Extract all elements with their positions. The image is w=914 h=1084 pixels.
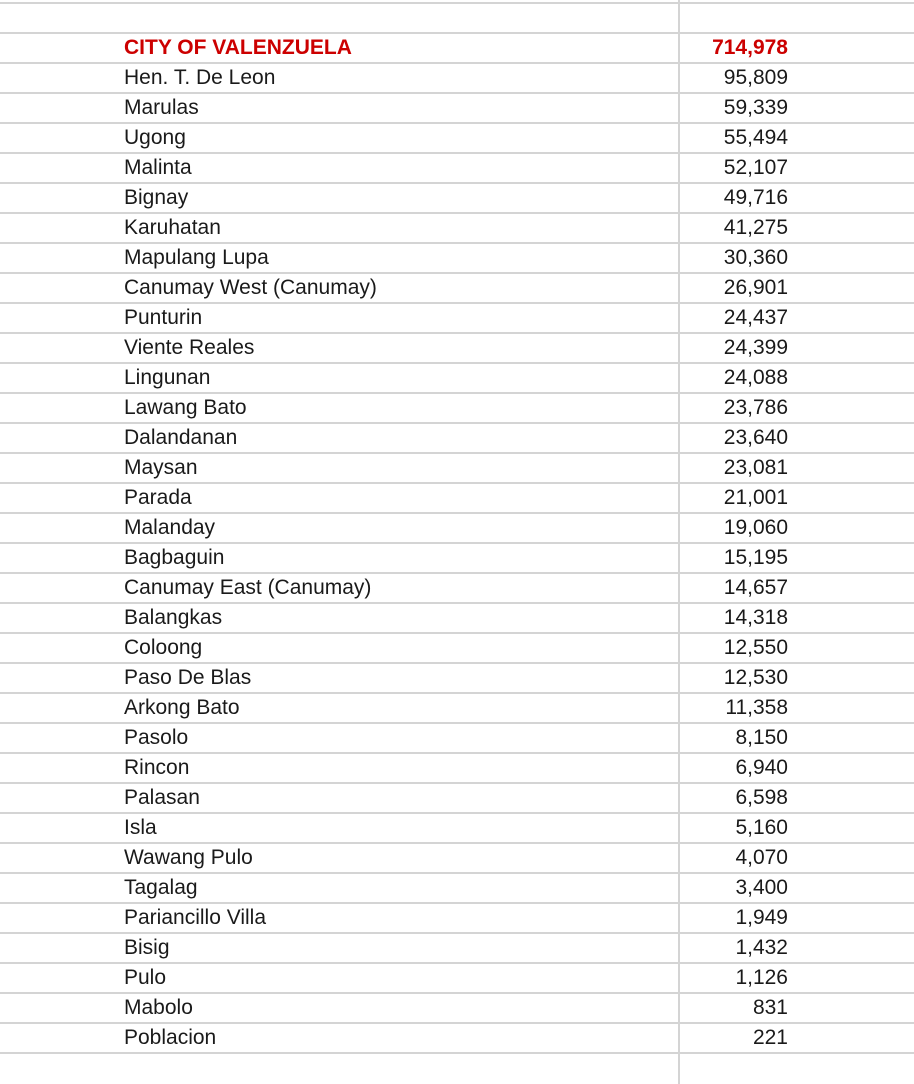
population-cell: 23,640 bbox=[723, 426, 788, 449]
table-row[interactable] bbox=[0, 482, 914, 512]
table-row[interactable] bbox=[0, 872, 914, 902]
barangay-name-cell: Pariancillo Villa bbox=[124, 906, 267, 929]
table-row[interactable] bbox=[0, 752, 914, 782]
barangay-name-cell: Ugong bbox=[124, 126, 186, 149]
table-row[interactable] bbox=[0, 332, 914, 362]
table-row[interactable] bbox=[0, 92, 914, 122]
table-row[interactable] bbox=[0, 392, 914, 422]
population-cell: 15,195 bbox=[723, 546, 788, 569]
population-cell: 52,107 bbox=[723, 156, 788, 179]
empty-row-bottom[interactable] bbox=[0, 1052, 914, 1082]
table-row[interactable] bbox=[0, 422, 914, 452]
table-row[interactable] bbox=[0, 452, 914, 482]
table-row[interactable] bbox=[0, 212, 914, 242]
table-row[interactable] bbox=[0, 812, 914, 842]
city-name-cell: CITY OF VALENZUELA bbox=[124, 36, 352, 59]
barangay-name-cell: Pasolo bbox=[124, 726, 189, 749]
population-cell: 19,060 bbox=[723, 516, 788, 539]
population-cell: 23,786 bbox=[723, 396, 788, 419]
population-cell: 6,598 bbox=[735, 786, 788, 809]
population-cell: 21,001 bbox=[723, 486, 788, 509]
population-cell: 3,400 bbox=[735, 876, 788, 899]
barangay-name-cell: Malinta bbox=[124, 156, 192, 179]
table-row[interactable] bbox=[0, 152, 914, 182]
population-cell: 41,275 bbox=[723, 216, 788, 239]
table-row[interactable] bbox=[0, 542, 914, 572]
population-cell: 59,339 bbox=[723, 96, 788, 119]
barangay-name-cell: Poblacion bbox=[124, 1026, 217, 1049]
table-row[interactable] bbox=[0, 722, 914, 752]
barangay-name-cell: Lawang Bato bbox=[124, 396, 247, 419]
table-row[interactable] bbox=[0, 242, 914, 272]
table-row[interactable] bbox=[0, 572, 914, 602]
table-row[interactable] bbox=[0, 902, 914, 932]
population-cell: 1,432 bbox=[735, 936, 788, 959]
barangay-name-cell: Arkong Bato bbox=[124, 696, 240, 719]
population-cell: 221 bbox=[752, 1026, 788, 1049]
population-cell: 4,070 bbox=[735, 846, 788, 869]
population-cell: 1,126 bbox=[735, 966, 788, 989]
population-cell: 24,088 bbox=[723, 366, 788, 389]
barangay-name-cell: Rincon bbox=[124, 756, 190, 779]
barangay-name-cell: Viente Reales bbox=[124, 336, 255, 359]
table-row[interactable] bbox=[0, 782, 914, 812]
barangay-name-cell: Tagalag bbox=[124, 876, 198, 899]
table-row[interactable] bbox=[0, 272, 914, 302]
population-cell: 14,657 bbox=[723, 576, 788, 599]
population-cell: 24,437 bbox=[723, 306, 788, 329]
table-row[interactable] bbox=[0, 62, 914, 92]
barangay-name-cell: Punturin bbox=[124, 306, 203, 329]
table-row[interactable] bbox=[0, 512, 914, 542]
table-row[interactable] bbox=[0, 122, 914, 152]
population-cell: 26,901 bbox=[723, 276, 788, 299]
barangay-name-cell: Dalandanan bbox=[124, 426, 238, 449]
barangay-name-cell: Mapulang Lupa bbox=[124, 246, 269, 269]
barangay-name-cell: Lingunan bbox=[124, 366, 211, 389]
city-population-cell: 714,978 bbox=[712, 36, 788, 59]
barangay-name-cell: Canumay East (Canumay) bbox=[124, 576, 372, 599]
barangay-name-cell: Bisig bbox=[124, 936, 170, 959]
population-cell: 12,530 bbox=[723, 666, 788, 689]
barangay-name-cell: Karuhatan bbox=[124, 216, 221, 239]
table-row[interactable] bbox=[0, 932, 914, 962]
empty-row-top[interactable] bbox=[0, 2, 914, 32]
population-cell: 8,150 bbox=[735, 726, 788, 749]
population-cell: 12,550 bbox=[723, 636, 788, 659]
barangay-name-cell: Coloong bbox=[124, 636, 203, 659]
barangay-name-cell: Palasan bbox=[124, 786, 200, 809]
barangay-name-cell: Balangkas bbox=[124, 606, 223, 629]
population-cell: 23,081 bbox=[723, 456, 788, 479]
barangay-name-cell: Hen. T. De Leon bbox=[124, 66, 276, 89]
barangay-name-cell: Malanday bbox=[124, 516, 216, 539]
barangay-name-cell: Bagbaguin bbox=[124, 546, 225, 569]
table-row[interactable] bbox=[0, 632, 914, 662]
table-row[interactable] bbox=[0, 692, 914, 722]
population-cell: 1,949 bbox=[735, 906, 788, 929]
table-row[interactable] bbox=[0, 962, 914, 992]
table-row[interactable] bbox=[0, 662, 914, 692]
population-cell: 49,716 bbox=[723, 186, 788, 209]
barangay-name-cell: Bignay bbox=[124, 186, 189, 209]
barangay-name-cell: Wawang Pulo bbox=[124, 846, 253, 869]
barangay-name-cell: Maysan bbox=[124, 456, 198, 479]
population-cell: 11,358 bbox=[725, 696, 788, 719]
table-row[interactable] bbox=[0, 602, 914, 632]
table-row[interactable] bbox=[0, 302, 914, 332]
barangay-name-cell: Parada bbox=[124, 486, 192, 509]
table-row-city-total[interactable] bbox=[0, 32, 914, 62]
barangay-name-cell: Pulo bbox=[124, 966, 167, 989]
table-row[interactable] bbox=[0, 362, 914, 392]
barangay-name-cell: Paso De Blas bbox=[124, 666, 252, 689]
table-row[interactable] bbox=[0, 992, 914, 1022]
table-row[interactable] bbox=[0, 182, 914, 212]
population-cell: 95,809 bbox=[723, 66, 788, 89]
population-cell: 5,160 bbox=[735, 816, 788, 839]
population-cell: 831 bbox=[752, 996, 788, 1019]
barangay-name-cell: Mabolo bbox=[124, 996, 193, 1019]
barangay-name-cell: Marulas bbox=[124, 96, 199, 119]
population-cell: 55,494 bbox=[723, 126, 788, 149]
table-row[interactable] bbox=[0, 1022, 914, 1052]
population-cell: 6,940 bbox=[735, 756, 788, 779]
population-cell: 30,360 bbox=[723, 246, 788, 269]
population-cell: 24,399 bbox=[723, 336, 788, 359]
barangay-name-cell: Isla bbox=[124, 816, 157, 839]
table-row[interactable] bbox=[0, 842, 914, 872]
population-cell: 14,318 bbox=[723, 606, 788, 629]
barangay-name-cell: Canumay West (Canumay) bbox=[124, 276, 377, 299]
